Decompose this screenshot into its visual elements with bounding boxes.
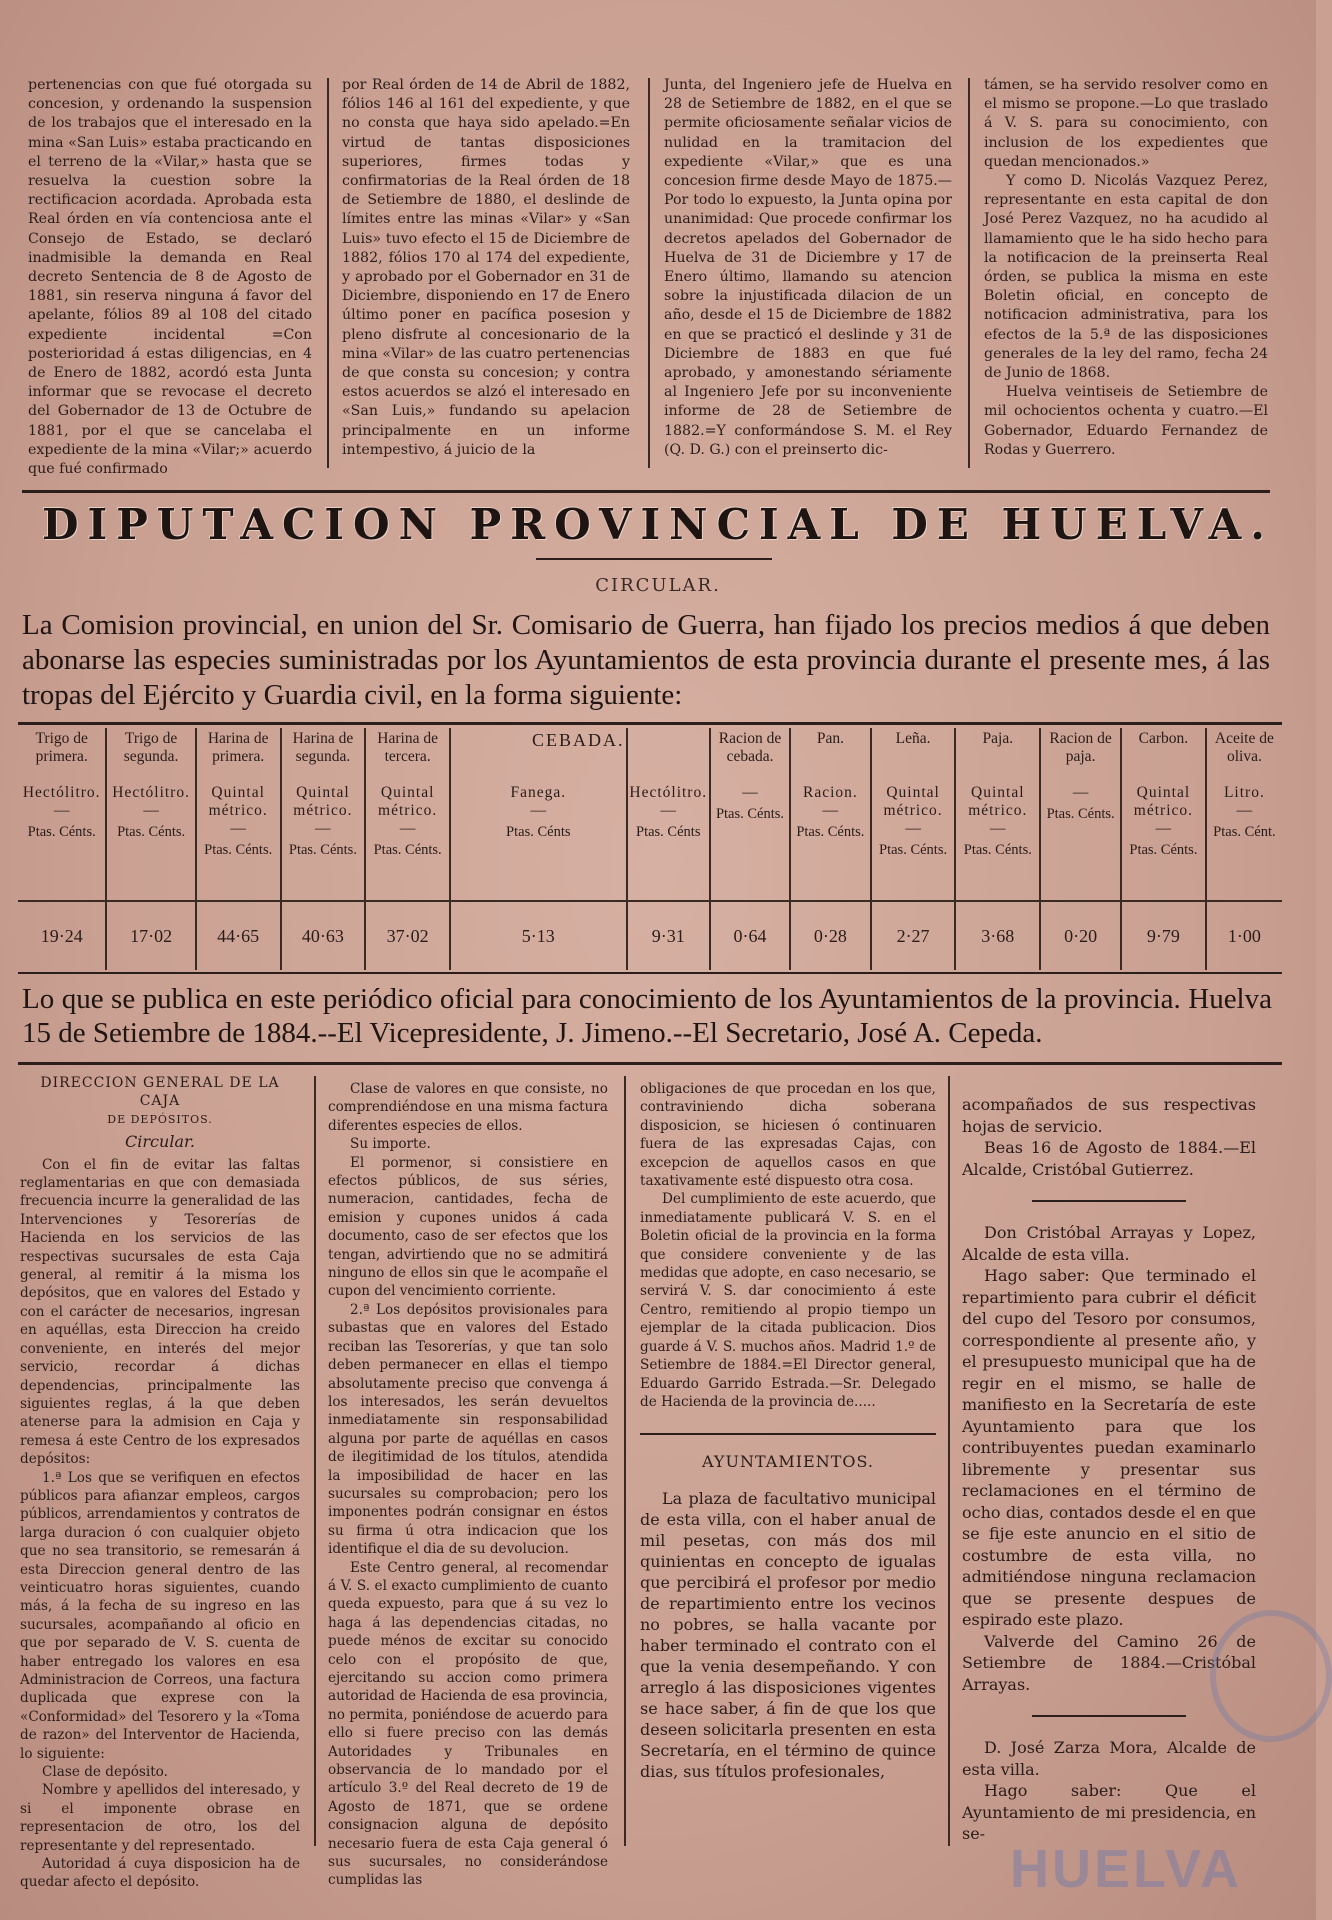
column-name: Pan. <box>816 730 844 747</box>
dash: — <box>905 820 921 837</box>
paragraph: obligaciones de que procedan en los que, contraviniendo dicha soberana disposicion, se hiciesen ó continuaren fuera de las expresadas Cajas, con excepcion de aquellos casos en que taxativamente esté dispuesto otra cosa. <box>640 1081 936 1190</box>
paragraph: D. José Zarza Mora, Alcalde de esta villa. <box>962 1738 1256 1779</box>
top-column-1 <box>28 76 312 478</box>
paragraph: Con el fin de evitar las faltas reglamentarias en que con demasiada frecuencia incurre la generalidad de las Intervenciones y Tesorerías de Hacienda en los servicios de las respectivas sucursales de esta Caja general, al remitir á la misma los depósitos, que en valores del Estado y con el carácter de necesarios, ingresan en aquéllas, esta Direccion ha creido conveniente, en interés del mejor servicio, recordar á dichas dependencias, principalmente las siguientes reglas, á la que deben atenerse para la admision en Caja y remesa á este Centro de los expresados depósitos: <box>20 1156 300 1468</box>
price-value: 1·00 <box>1206 901 1282 970</box>
column-name: Trigo de segunda. <box>123 730 179 765</box>
column-name: Aceite de oliva. <box>1214 730 1274 765</box>
library-seal-icon <box>1210 1610 1332 1742</box>
column-name: Harina de tercera. <box>377 730 438 765</box>
top-column-4-text-a: támen, se ha servido resolver como en el mismo se propone.—Lo que traslado á V. S. para su conocimiento, con inclusion de los expedientes que quedan mencionados.» <box>984 77 1268 170</box>
column-currency: Ptas. Cénts. <box>796 824 865 840</box>
column-currency: Ptas. Cénts. <box>373 842 442 858</box>
column-name: Paja. <box>982 730 1014 747</box>
header-harina-tercera <box>365 728 450 901</box>
top-column-2 <box>342 76 630 468</box>
price-table-header-row <box>18 728 1282 901</box>
column-name: Trigo de primera. <box>35 730 88 765</box>
table-top-rule <box>18 722 1282 725</box>
circular-label: CIRCULAR. <box>595 575 721 596</box>
dash: — <box>143 802 159 819</box>
dash: — <box>742 784 758 801</box>
column-currency: Ptas. Cént. <box>1213 824 1276 840</box>
header-trigo-primera <box>18 728 106 901</box>
column-name: Harina de primera. <box>207 730 269 765</box>
section-rule <box>18 1062 1282 1065</box>
paragraph: Valverde del Camino 26 de Setiembre de 1884.—Cristóbal Arrayas. <box>962 1631 1256 1694</box>
paragraph: acompañados de sus respectivas hojas de servicio. <box>962 1095 1256 1136</box>
header-harina-segunda <box>281 728 366 901</box>
dash: — <box>230 820 246 837</box>
column-unit: Quintal métrico. <box>883 784 943 819</box>
header-harina-primera <box>196 728 281 901</box>
section-heading: DIRECCION GENERAL DE LA CAJA <box>40 1075 280 1110</box>
column-divider <box>968 78 970 468</box>
price-value: 40·63 <box>281 901 366 970</box>
top-column-3-text: Junta, del Ingeniero jefe de Huelva en 28 de Setiembre de 1882, en el que se permite oficiosamente señalar vicios de nulidad en la tramitacion del expediente «Vilar,» que es una concesion firme desde Mayo de 1875.—Por todo lo expuesto, la Junta opina por unanimidad: Que procede confirmar los decretos apelados del Gobernador de Huelva de 31 de Diciembre y 17 de Enero último, llamando su atencion sobre la injustificada dilacion de un año, desde el 15 de Diciembre de 1882 en que se practicó el deslinde y 31 de Diciembre de 1883 en que fué aprobado, y amonestando sériamente al Ingeniero Jefe por su inconveniente informe de 28 de Setiembre de 1882.=Y conformándose S. M. el Rey (Q. D. G.) con el preinserto dic- <box>664 77 952 458</box>
column-currency: Ptas. Cénts. <box>288 842 357 858</box>
column-unit: Hectólitro. <box>629 784 708 801</box>
column-currency: Ptas. Cénts <box>636 824 701 840</box>
column-unit: Racion. <box>803 784 858 801</box>
column-currency: Ptas. Cénts. <box>715 806 785 822</box>
top-column-3 <box>664 76 952 468</box>
dash: — <box>530 802 547 819</box>
bottom-column-3 <box>640 1080 936 1860</box>
paragraph: Hago saber: Que terminado el repartimiento para cubrir el déficit del cupo del Tesoro por consumos, correspondiente al presente año, y el presupuesto municipal que ha de regir en el mismo, se halle de manifiesto en la Secretaría de este Ayuntamiento para que los contribuyentes puedan examinarlo libremente y presentar sus reclamaciones en el término de ocho dias, contados desde el en que se fije este anuncio en el sitio de costumbre de esta villa, no admitiéndose ninguna reclamacion que se presente despues de espirado este plazo. <box>962 1266 1256 1629</box>
price-value: 9·31 <box>627 901 710 970</box>
paragraph: El pormenor, si consistiere en efectos públicos, de sus séries, numeracion, cantidades, fecha de emision y cupones unidos á cada documento, caso de ser efectos que los tengan, advirtiendo que no se admitirá ninguno de ellos sin que le acompañe el cupon del vencimiento corriente. <box>328 1154 608 1300</box>
header-aceite <box>1206 728 1282 901</box>
dash: — <box>399 820 416 837</box>
paragraph: Autoridad á cuya disposicion ha de quedar afecto el depósito. <box>20 1856 300 1891</box>
column-divider <box>648 78 650 468</box>
column-name: Racion de paja. <box>1049 730 1112 765</box>
header-carbon <box>1121 728 1206 901</box>
column-currency: Ptas. Cénts. <box>1129 842 1198 858</box>
column-unit: Quintal métrico. <box>378 784 438 819</box>
header-cebada-hectolitro <box>627 728 710 901</box>
table-bottom-rule <box>18 972 1282 974</box>
circular-intro: La Comision provincial, en union del Sr. Comisario de Guerra, han fijado los precios medios á que deben abonarse las especies suministradas por los Ayuntamientos de esta provincia durante el presente mes, á las tropas del Ejército y Guardia civil, en la forma siguiente: <box>22 609 1270 711</box>
dash: — <box>1155 820 1172 837</box>
bottom-column-2 <box>328 1080 608 1889</box>
paragraph: Su importe. <box>350 1136 431 1153</box>
header-racion-cebada <box>710 728 790 901</box>
column-currency: Ptas. Cénts. <box>204 842 273 858</box>
paragraph: La plaza de facultativo municipal de esta villa, con el haber anual de mil pesetas, con más dos mil quinientas en concepto de igualas que percibirá el profesor por medio de repartimiento entre los vecinos no pobres, se halla vacante por haber terminado el contrato con el que la venia desempeñando. Y con arreglo á las disposiciones vigentes se hace saber, á fin de que los que deseen solicitarla presenten en esta Secretaría, en el término de quince dias, sus títulos profesionales, <box>640 1488 936 1781</box>
column-name: Harina de segunda. <box>292 730 354 765</box>
column-unit: Quintal métrico. <box>1133 784 1194 819</box>
column-divider <box>327 78 329 468</box>
masthead-title: DIPUTACION PROVINCIAL DE HUELVA. <box>42 500 1274 549</box>
price-value: 0·64 <box>710 901 790 970</box>
column-currency: Ptas. Cénts. <box>117 824 186 840</box>
top-column-4-text-b: Y como D. Nicolás Vazquez Perez, representante en esta capital de don José Perez Vazquez, no ha acudido al llamamiento que le ha sido hecho para la notificacion de la preinserta Real órden, se publica la misma en este Boletin oficial, en concepto de notificacion administrativa, para los efectos de la 5.ª de las disposiciones generales de la ley del ramo, fecha 24 de Junio de 1868. <box>984 173 1268 382</box>
dash: — <box>1236 802 1253 819</box>
column-currency: Ptas. Cénts <box>506 824 571 840</box>
dash: — <box>990 820 1006 837</box>
section-heading-ayuntamientos: AYUNTAMIENTOS. <box>702 1452 874 1472</box>
column-name: Leña. <box>895 730 931 747</box>
section-subheading: DE DEPÓSITOS. <box>107 1112 213 1126</box>
header-trigo-segunda <box>106 728 195 901</box>
column-unit: Hectólitro. <box>22 784 101 801</box>
column-unit: Quintal métrico. <box>208 784 268 819</box>
paragraph: 1.ª Los que se verifiquen en efectos públicos para afianzar empleos, cargos públicos, arrendamientos y contratos de larga duracion ó con cualquier objeto que no sea transitorio, se remesarán á esta Direccion general dentro de las veinticuatro horas siguientes, cuando más, á la fecha de su ingreso en las sucursales, acompañando al oficio en que por separado de V. S. cuenta de haber entregado los valores en esa Administracion de Correos, una factura duplicada que exprese con la «Conformidad» del Tesorero y la «Toma de razon» del Interventor de Hacienda, lo siguiente: <box>20 1469 300 1762</box>
column-unit: Quintal métrico. <box>293 784 353 819</box>
paragraph: 2.ª Los depósitos provisionales para subastas que en valores del Estado reciban las Tesorerías, y que tan solo deben permanecer en ellas el tiempo absolutamente preciso que convenga á los interesados, les serán devueltos inmediatamente sin responsabilidad alguna por parte de aquéllas en casos de ilegitimidad de los títulos, atendida la imposibilidad de hacer en las sucursales su comprobacion; pero los imponentes podrán consignar en éstos su firma ú otra indicacion que los identifique el dia de su devolucion. <box>328 1301 608 1558</box>
price-value: 19·24 <box>18 901 106 970</box>
price-value: 0·20 <box>1040 901 1121 970</box>
price-value: 2·27 <box>871 901 956 970</box>
column-name <box>629 730 708 778</box>
price-table <box>18 728 1282 970</box>
paragraph: Clase de depósito. <box>42 1764 168 1781</box>
bottom-column-4 <box>962 1094 1256 1876</box>
header-lena <box>871 728 956 901</box>
price-value: 9·79 <box>1121 901 1206 970</box>
section-rule <box>22 490 1270 493</box>
paragraph: Este Centro general, al recomendar á V. S. el exacto cumplimiento de cuanto queda expuesto, para que á su vez lo haga á las dependencias citadas, no puede ménos de excitar su conocido celo con el propósito de que, ejercitando su accion como primera autoridad de Hacienda de esa provincia, no permita, poniéndose de acuerdo para ello si fuere preciso con las demás Autoridades y Tribunales en observancia de lo mandado por el artículo 3.º del Real decreto de 19 de Agosto de 1871, que se ordene consignacion alguna de depósito necesario fuera de esta Caja general ó sus sucursales, no considerándose cumplidas las <box>328 1559 608 1889</box>
dash: — <box>660 802 676 819</box>
column-currency: Ptas. Cénts. <box>27 824 96 840</box>
top-column-1-text: pertenencias con que fué otorgada su concesion, y ordenando la suspension de los trabajos que el interesado en la mina «San Luis» estaba practicando en el terreno de la «Vilar,» hasta que se resuelva la cuestion sobre la rectificacion acordada. Aprobada esta Real órden en vía contenciosa ante el Consejo de Estado, se declaró inadmisible la demanda en Real decreto Sentencia de 8 de Agosto de 1881, sin reserva ninguna á favor del apelante, fólios 89 al 108 del citado expediente incidental =Con posterioridad á estas diligencias, en 4 de Enero de 1882, acordó esta Junta informar que se revocase el decreto del Gobernador de 13 de Octubre de 1881, por el que se cancelaba el expediente de la mina «Vilar;» acuerdo que fué confirmado <box>28 77 312 478</box>
paragraph: Hago saber: Que el Ayuntamiento de mi presidencia, en se- <box>962 1781 1256 1843</box>
column-currency: Ptas. Cénts. <box>879 842 948 858</box>
column-currency: Ptas. Cénts. <box>963 842 1032 858</box>
rule <box>1032 1715 1186 1717</box>
column-divider <box>624 1076 626 1846</box>
paragraph: Beas 16 de Agosto de 1884.—El Alcalde, Cristóbal Gutierrez. <box>962 1138 1256 1179</box>
price-value: 44·65 <box>196 901 281 970</box>
dash: — <box>315 820 331 837</box>
circular-subtitle: Circular. <box>125 1132 195 1152</box>
column-unit: Quintal métrico. <box>968 784 1028 819</box>
column-currency: Ptas. Cénts. <box>1046 806 1115 822</box>
header-cebada-fanega <box>450 728 627 901</box>
price-table-value-row <box>18 901 1282 970</box>
dash: — <box>53 802 70 819</box>
paragraph: Don Cristóbal Arrayas y Lopez, Alcalde de esta villa. <box>962 1223 1256 1264</box>
bottom-column-1 <box>20 1074 300 1891</box>
price-value: 3·68 <box>955 901 1040 970</box>
dash: — <box>1072 784 1089 801</box>
rule <box>640 1433 936 1435</box>
header-pan <box>790 728 871 901</box>
paragraph: Del cumplimiento de este acuerdo, que inmediatamente publicará V. S. en el Boletin oficial de la provincia en la forma que considere conveniente y de las medidas que adopte, en caso necesario, se servirá V. S. dar conocimiento á este Centro, remitiendo al propio tiempo un ejemplar de la citada publicacion. Dios guarde á V. S. muchos años. Madrid 1.º de Setiembre de 1884.=El Director general, Eduardo Garrido Estrada.—Sr. Delegado de Hacienda de la provincia de..... <box>640 1191 936 1410</box>
column-divider <box>314 1076 316 1846</box>
price-value: 5·13 <box>450 901 627 970</box>
price-value: 0·28 <box>790 901 871 970</box>
circular-closing: Lo que se publica en este periódico oficial para conocimiento de los Ayuntamientos de la provincia. Huelva 15 de Setiembre de 1884.--El Vicepresidente, J. Jimeno.--El Secretario, José A. Cepeda. <box>22 983 1272 1049</box>
price-value: 37·02 <box>365 901 450 970</box>
paragraph: Nombre y apellidos del interesado, y si el imponente obrase en representacion de otro, los del representante y del representado. <box>20 1782 300 1854</box>
cebada-group-label: CEBADA. <box>532 730 625 750</box>
header-racion-paja <box>1040 728 1121 901</box>
masthead-ornament-rule <box>536 558 772 560</box>
watermark-stamp: HUELVA <box>1010 1839 1242 1899</box>
header-paja <box>955 728 1040 901</box>
rule <box>1032 1200 1186 1202</box>
top-column-4 <box>984 76 1268 480</box>
dash: — <box>822 802 839 819</box>
column-name: Carbon. <box>1138 730 1189 747</box>
paragraph: Clase de valores en que consiste, no comprendiéndose en una misma factura diferentes especies de ellos. <box>328 1081 608 1134</box>
top-column-2-text: por Real órden de 14 de Abril de 1882, fólios 146 al 161 del expediente, y que no consta que haya sido apelado.=En virtud de tantas disposiciones superiores, firmes todas y confirmatorias de la Real órden de 18 de Setiembre de 1880, el deslinde de límites entre las minas «Vilar» y «San Luis» tuvo efecto el 15 de Diciembre de 1882, fólios 170 al 174 del expediente, y aprobado por el Gobernador en 31 de Diciembre, disponiendo en 17 de Enero último poner en pacífica posesion y pleno disfrute al concesionario de la mina «Vilar» de las cuatro pertenencias de que consta su concesion; y contra estos acuerdos se alzó el interesado en «San Luis,» fundando su apelacion principalmente en un informe intempestivo, á juicio de la <box>342 77 630 458</box>
column-name: Racion de cebada. <box>718 730 782 765</box>
column-unit: Hectólitro. <box>112 784 190 801</box>
column-unit: Litro. <box>1223 784 1265 801</box>
column-unit: Fanega. <box>510 784 567 801</box>
top-column-4-text-c: Huelva veintiseis de Setiembre de mil ochocientos ochenta y cuatro.—El Gobernador, Eduardo Fernandez de Rodas y Guerrero. <box>984 384 1268 458</box>
price-value: 17·02 <box>106 901 195 970</box>
column-divider <box>948 1076 950 1846</box>
